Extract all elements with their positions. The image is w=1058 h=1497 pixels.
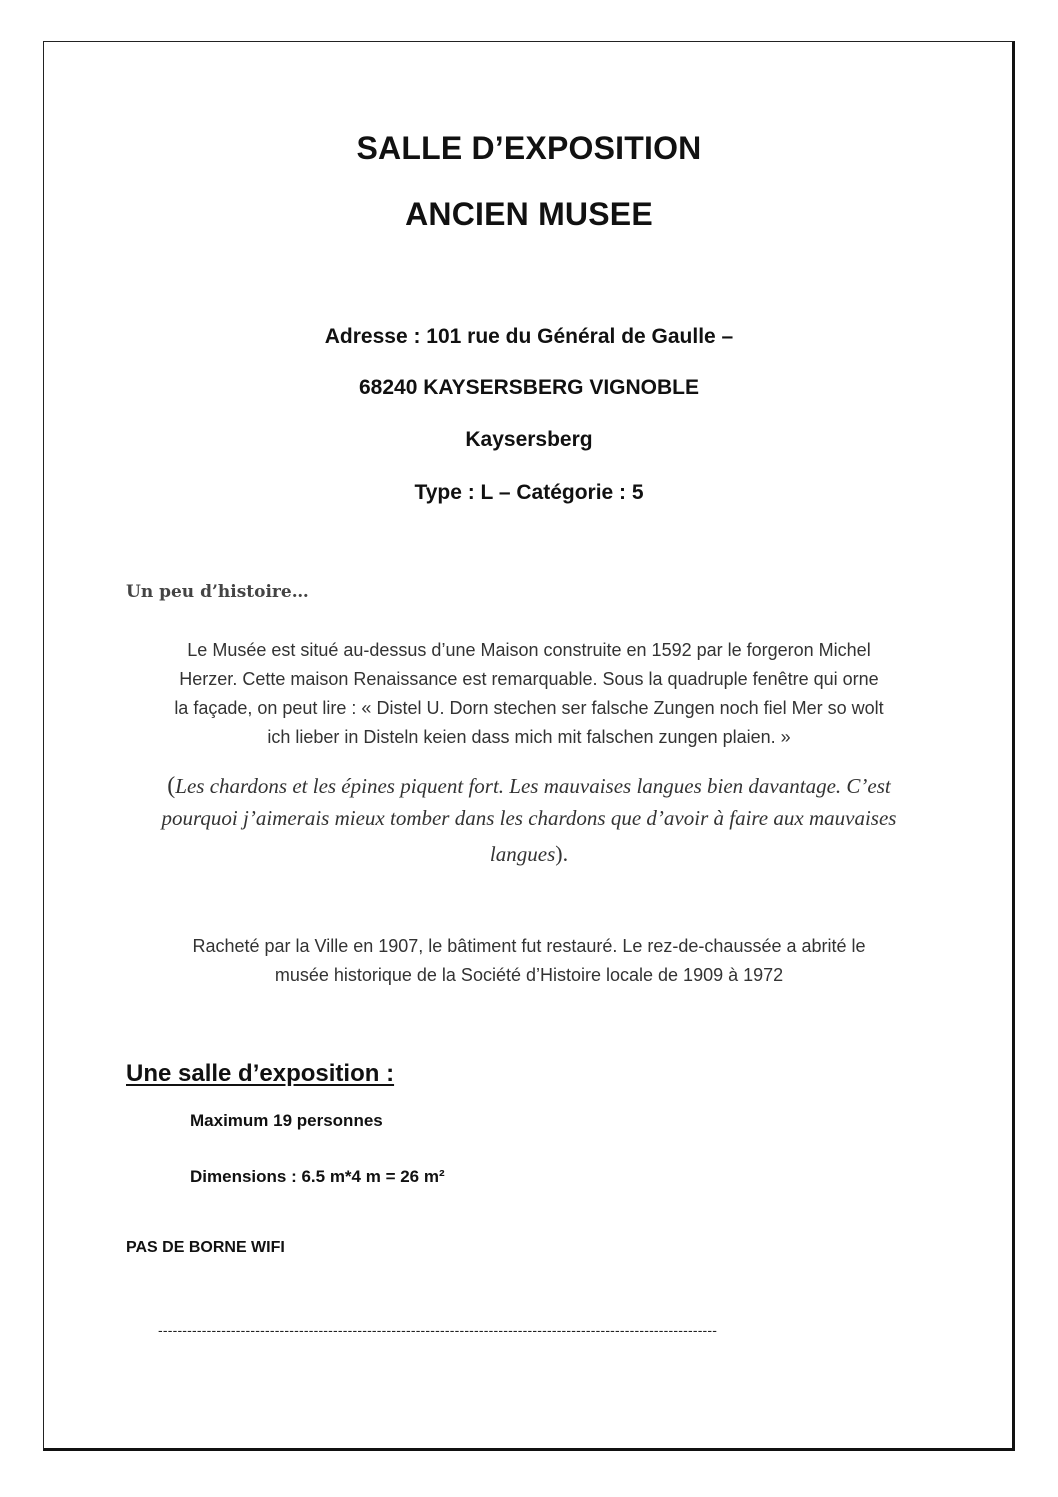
type-category: Type : L – Catégorie : 5 [414,481,644,504]
wifi-notice: PAS DE BORNE WIFI [126,1239,285,1256]
address-line-1: Adresse : 101 rue du Général de Gaulle – [324,325,734,348]
quote-line: langues [489,842,556,866]
dimensions-text: Dimensions : 6.5 m*4 m = 26 m² [190,1167,445,1186]
history-line: Herzer. Cette maison Renaissance est remarquable. Sous la quadruple fenêtre qui orne [179,669,879,689]
exhibition-heading: Une salle d’exposition : [126,1060,395,1087]
translation-quote [110,770,948,870]
quote-line: Les chardons et les épines piquent fort. Les mauvaises langues bien davantage. C’est [175,774,891,798]
history-line: la façade, on peut lire : « Distel U. Dorn stechen ser falsche Zungen noch fiel Mer so wolt [174,698,884,718]
capacity-text: Maximum 19 personnes [190,1111,383,1130]
history-paragraph [110,636,948,752]
history-line: Le Musée est situé au-dessus d’une Maison construite en 1592 par le forgeron Michel [187,640,871,660]
history-line: Racheté par la Ville en 1907, le bâtiment fut restauré. Le rez-de-chaussée a abrité le [192,936,866,956]
history-line: ich lieber in Disteln keien dass mich mit falschen zungen plaien. » [267,727,791,747]
town-name: Kaysersberg [465,428,593,451]
page-subtitle: ANCIEN MUSEE [405,196,653,232]
quote-line: pourquoi j’aimerais mieux tomber dans les chardons que d’avoir à faire aux mauvaises [161,806,897,830]
quote-open-paren: ( [167,773,176,799]
history-line: musée historique de la Société d’Histoire locale de 1909 à 1972 [274,965,784,985]
history-paragraph-2 [110,932,948,990]
page-title: SALLE D’EXPOSITION [356,130,702,166]
quote-close-paren: ). [555,841,569,866]
history-heading: Un peu d’histoire… [126,582,309,602]
separator-line: ------------------------------------------------------------------------------------------------------------------- [158,1322,718,1338]
address-line-2: 68240 KAYSERSBERG VIGNOBLE [358,376,699,399]
